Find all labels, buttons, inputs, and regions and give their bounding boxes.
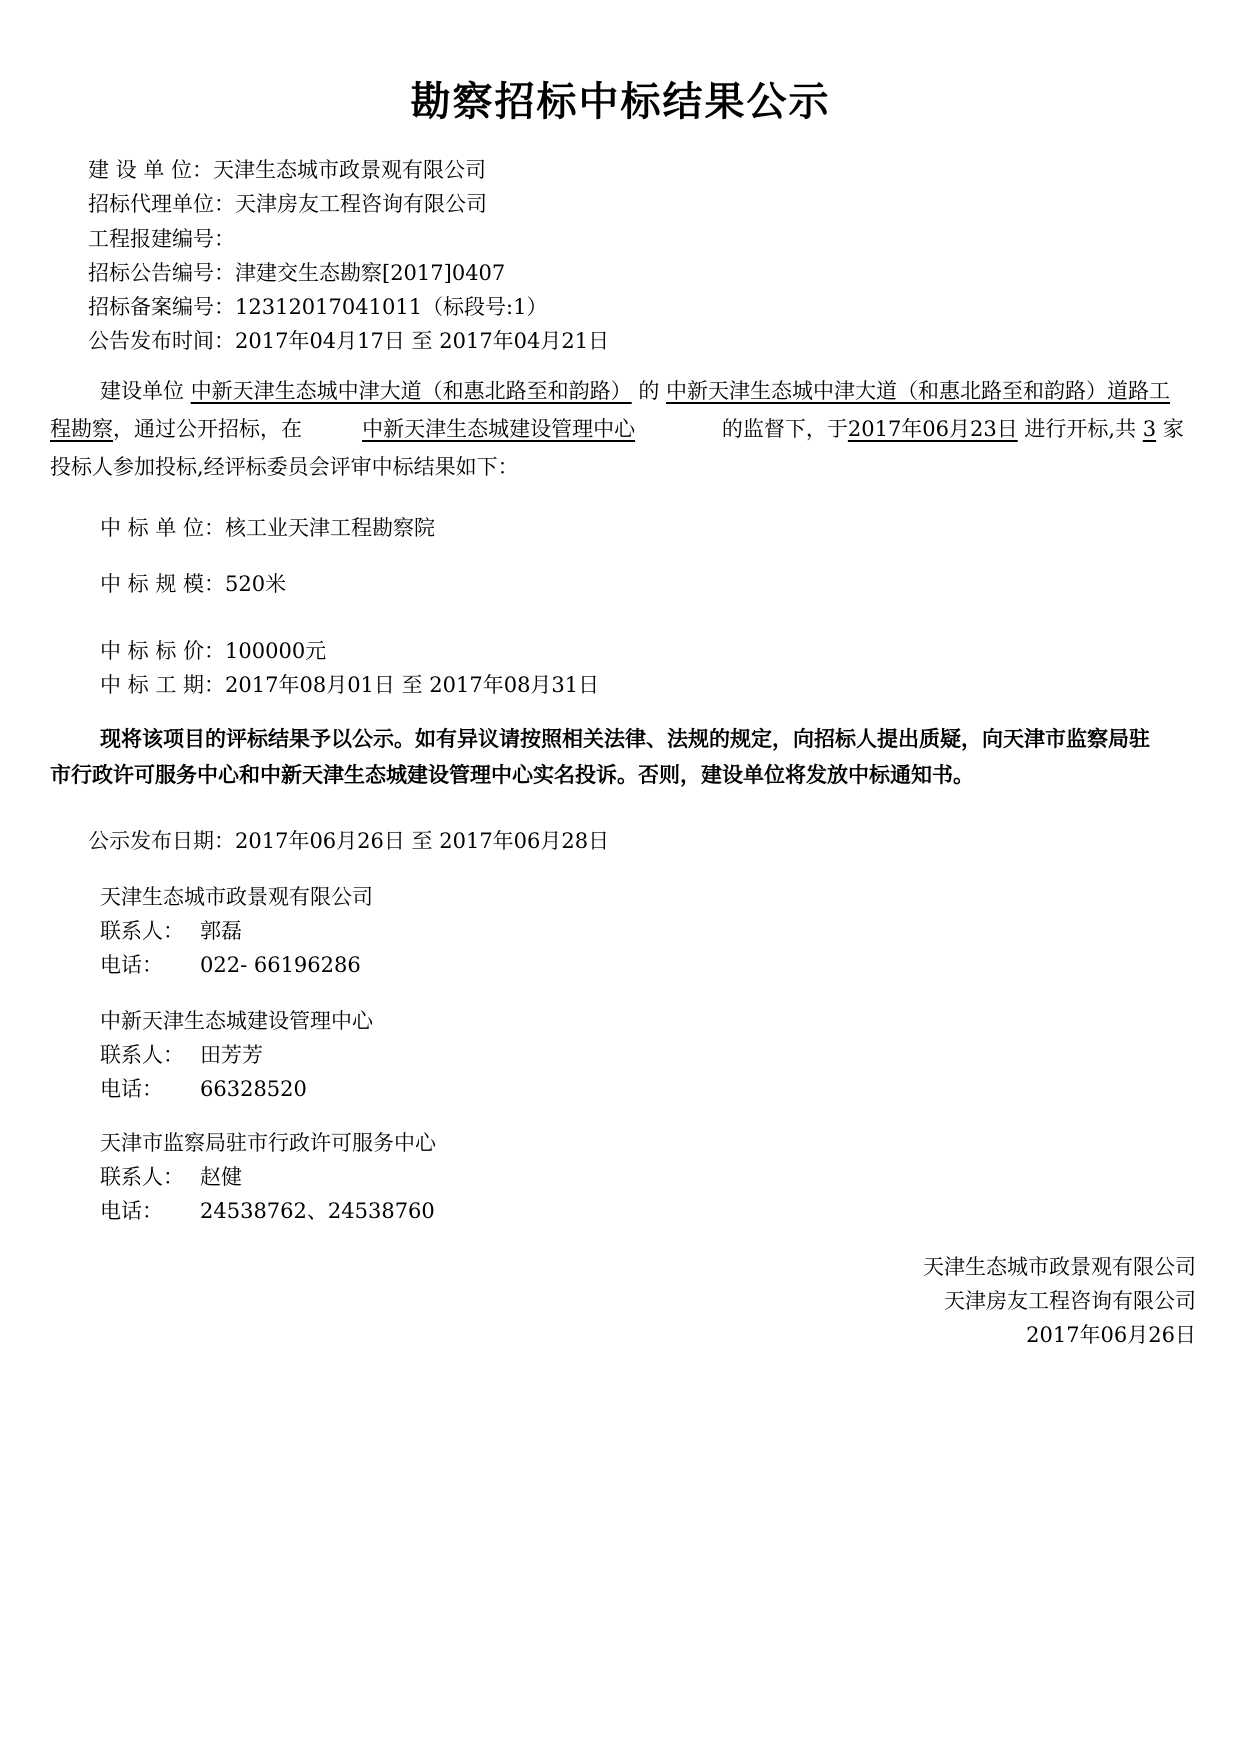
para-text: 建设单位: [100, 379, 184, 403]
field-value: 100000元: [225, 639, 327, 663]
para-text: 进行开标,共: [1017, 417, 1143, 441]
contact-person-label: 联系人：: [100, 1043, 184, 1067]
header-row-agent: [88, 191, 487, 217]
contact-person-label: 联系人：: [100, 919, 184, 943]
field-label: 建 设 单 位：: [88, 158, 214, 182]
objection-notice: 现将该项目的评标结果予以公示。如有异议请按照相关法律、法规的规定，向招标人提出质疑，向天津市监察局驻市行政许可服务中心和中新天津生态城建设管理中心实名投诉。否则，建设单位将发放中标通知书。: [50, 727, 1150, 787]
contact-phone: 66328520: [200, 1077, 307, 1101]
publish-date-row: [88, 828, 609, 854]
contact-person-row: [100, 918, 242, 944]
contact-phone-row: [100, 1198, 435, 1224]
contact-phone-label: 电话：: [100, 1199, 163, 1223]
contact-phone-label: 电话：: [100, 1077, 163, 1101]
contact-org: 天津生态城市政景观有限公司: [100, 885, 373, 909]
contact-phone: 24538762、24538760: [200, 1199, 435, 1223]
contact-person: 田芳芳: [200, 1043, 263, 1067]
field-value: 天津生态城市政景观有限公司: [213, 158, 487, 182]
result-row-price: [100, 638, 326, 664]
header-row-notice-no: [88, 260, 505, 286]
header-row-record-no: [88, 294, 548, 320]
contact-person-row: [100, 1042, 263, 1068]
field-value: 2017年06月26日 至 2017年06月28日: [235, 829, 610, 853]
field-label: 招标公告编号：: [88, 261, 235, 285]
result-row-winner: [100, 515, 435, 541]
field-value: 津建交生态勘察[2017]0407: [235, 261, 506, 285]
field-label: 中 标 规 模：: [100, 572, 226, 596]
para-text: 的: [631, 379, 667, 403]
field-value: 2017年04月17日 至 2017年04月21日: [235, 329, 610, 353]
contact-phone-row: [100, 952, 361, 978]
contact-person: 赵健: [200, 1165, 242, 1189]
signature-org-2: 天津房友工程咨询有限公司: [944, 1289, 1196, 1313]
header-row-builder: [88, 157, 486, 183]
field-value: 天津房友工程咨询有限公司: [235, 192, 487, 216]
signature-org-1: 天津生态城市政景观有限公司: [923, 1255, 1196, 1279]
bidder-count: 3: [1142, 417, 1157, 441]
result-row-period: [100, 672, 599, 698]
intro-paragraph: [50, 372, 1190, 486]
field-label: 中 标 单 位：: [100, 516, 226, 540]
contact-phone-row: [100, 1076, 307, 1102]
contact-person-label: 联系人：: [100, 1165, 184, 1189]
field-label: 中 标 标 价：: [100, 639, 226, 663]
contact-org: 天津市监察局驻市行政许可服务中心: [100, 1131, 436, 1155]
project-name: 中新天津生态城中津大道（和惠北路至和韵路）: [190, 379, 632, 403]
header-row-notice-time: [88, 328, 609, 354]
signature-date: 2017年06月26日: [1026, 1323, 1196, 1347]
contact-person-row: [100, 1164, 242, 1190]
para-text: ，通过公开招标，在: [113, 417, 302, 441]
field-label: 公示发布日期：: [88, 829, 235, 853]
contact-phone: 022- 66196286: [200, 953, 361, 977]
supervisor-name: 中新天津生态城建设管理中心: [362, 417, 636, 441]
contact-org: 中新天津生态城建设管理中心: [100, 1009, 373, 1033]
result-row-scale: [100, 571, 286, 597]
page-title: 勘察招标中标结果公示: [410, 79, 831, 125]
field-label: 招标代理单位：: [88, 192, 235, 216]
field-label: 工程报建编号：: [88, 227, 235, 251]
header-row-project-no: [88, 226, 235, 252]
field-value: 520米: [225, 572, 287, 596]
field-label: 公告发布时间：: [88, 329, 235, 353]
para-text: 的监督下，于: [721, 417, 848, 441]
field-value: 2017年08月01日 至 2017年08月31日: [225, 673, 600, 697]
field-value: 核工业天津工程勘察院: [225, 516, 436, 540]
para-text: 家投标人参加投标,经评标委员会评审中标结果如下：: [50, 417, 1184, 479]
contact-person: 郭磊: [200, 919, 242, 943]
field-label: 中 标 工 期：: [100, 673, 226, 697]
project-full-name: 中新天津生态城中津大道（和惠北路至和韵路）道路工程勘察: [50, 379, 1171, 441]
field-label: 招标备案编号：: [88, 295, 235, 319]
opening-date: 2017年06月23日: [847, 417, 1018, 441]
field-value: 12312017041011（标段号:1）: [235, 295, 548, 319]
contact-phone-label: 电话：: [100, 953, 163, 977]
